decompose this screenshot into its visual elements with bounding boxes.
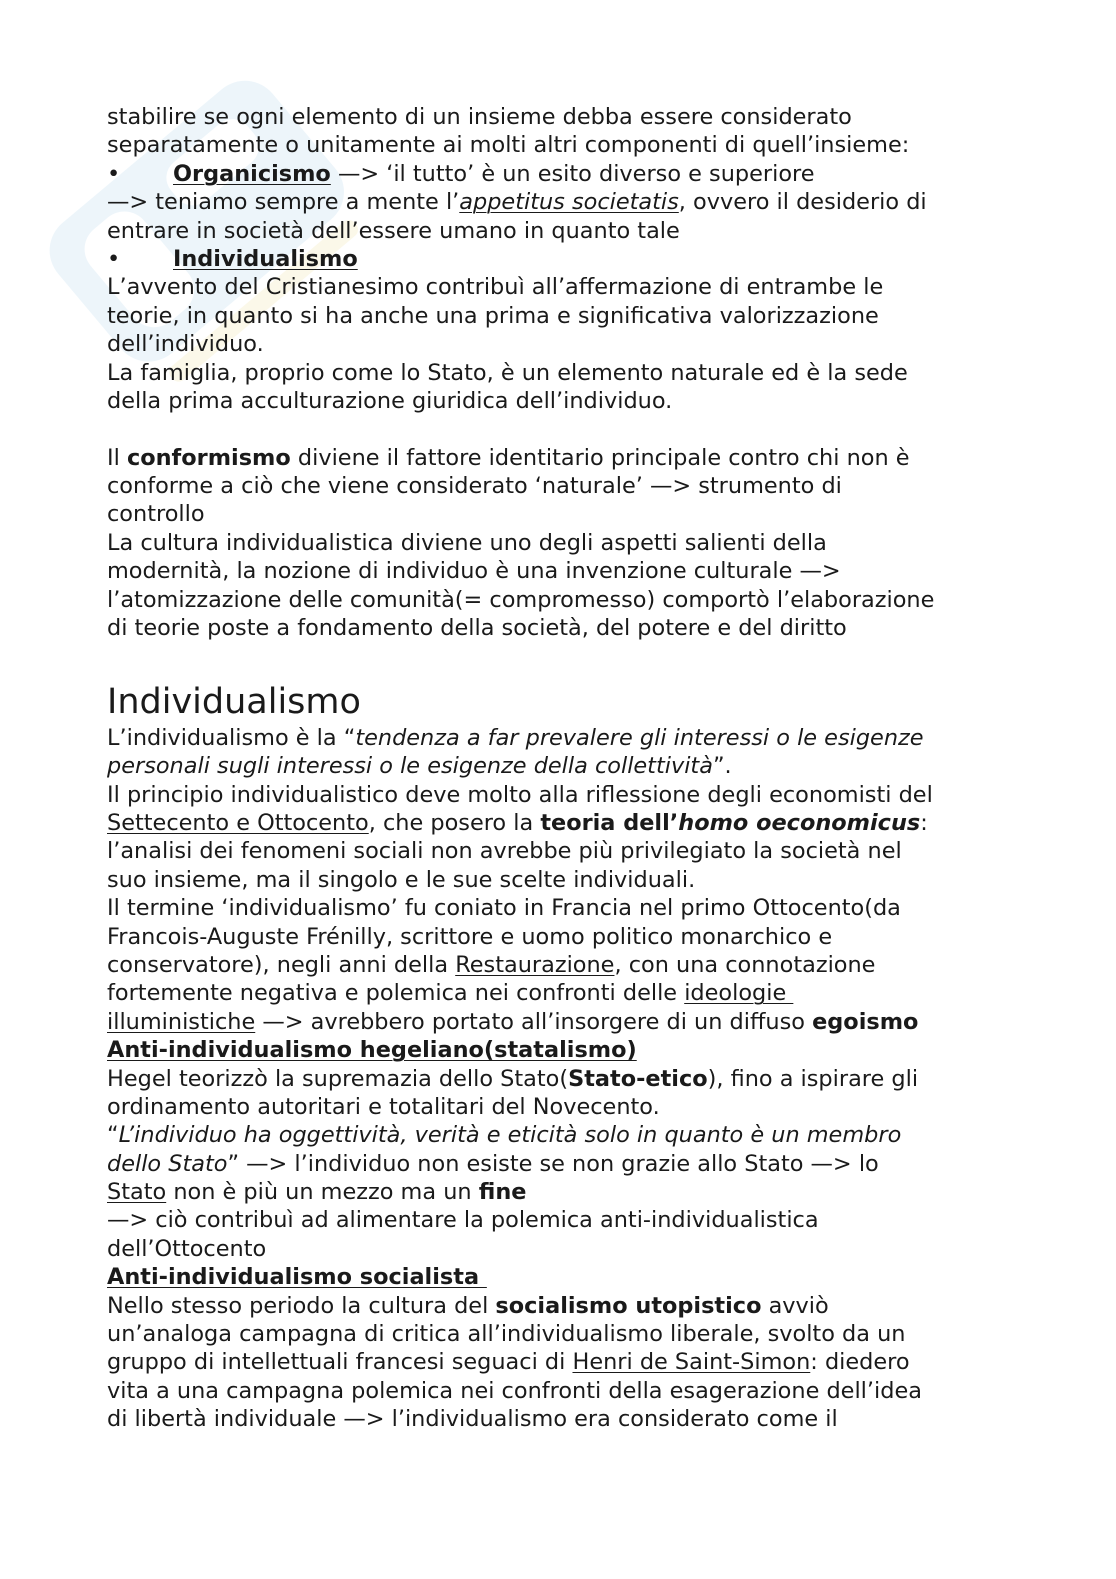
text-line: dello Stato” —> l’individuo non esiste se non grazie allo Stato —> lo xyxy=(107,1150,879,1177)
term-fine: fine xyxy=(478,1179,527,1206)
text-line: separatamente o unitamente ai molti altri componenti di quell’insieme: xyxy=(107,132,910,159)
term-saint-simon: Henri de Saint-Simon xyxy=(572,1349,811,1376)
text-line: —> teniamo sempre a mente l’appetitus societatis, ovvero il desiderio di xyxy=(107,189,927,216)
term-socialismo-utopistico: socialismo utopistico xyxy=(495,1292,762,1319)
text-line: conservatore), negli anni della Restaurazione, con una connotazione xyxy=(107,951,876,978)
text-line: gruppo di intellettuali francesi seguaci di Henri de Saint-Simon: diedero xyxy=(107,1349,910,1376)
bullet-icon: • xyxy=(107,160,121,187)
bullet-item-individualismo xyxy=(107,245,1007,273)
term-individualismo: Individualismo xyxy=(173,245,358,272)
text-line: dell’Ottocento xyxy=(107,1235,267,1262)
text-line: Nello stesso periodo la cultura del socialismo utopistico avviò xyxy=(107,1292,829,1319)
term-homo-oeconomicus: homo oeconomicus xyxy=(678,809,921,836)
subheading-anti-individualismo-hegeliano: Anti-individualismo hegeliano(statalismo) xyxy=(107,1037,637,1064)
text-line: Il termine ‘individualismo’ fu coniato in Francia nel primo Ottocento(da xyxy=(107,895,901,922)
text-line: illuministiche —> avrebbero portato all’insorgere di un diffuso egoismo xyxy=(107,1008,919,1035)
text-line: modernità, la nozione di individuo è una invenzione culturale —> xyxy=(107,558,841,585)
text-line: L’individualismo è la “tendenza a far prevalere gli interessi o le esigenze xyxy=(107,724,924,751)
text-line: controllo xyxy=(107,501,205,528)
text-line: Francois-Auguste Frénilly, scrittore e uomo politico monarchico e xyxy=(107,923,833,950)
term-restaurazione: Restaurazione xyxy=(455,951,615,978)
text-line: di libertà individuale —> l’individualismo era considerato come il xyxy=(107,1406,838,1433)
term-conformismo: conformismo xyxy=(126,444,291,471)
text-line: La famiglia, proprio come lo Stato, è un elemento naturale ed è la sede xyxy=(107,359,908,386)
text-line: vita a una campagna polemica nei confronti della esagerazione dell’idea xyxy=(107,1377,922,1404)
text-line: La cultura individualistica diviene uno degli aspetti salienti della xyxy=(107,529,827,556)
bullet-item-organicismo: • Organicismo —> ‘il tutto’ è un esito diverso e superiore xyxy=(107,160,815,187)
term-appetitus-societatis: appetitus societatis xyxy=(459,189,679,216)
text-line: “L’individuo ha oggettività, verità e eticità solo in quanto è un membro xyxy=(107,1122,902,1149)
bullet-icon: • xyxy=(107,245,121,272)
term-egoismo: egoismo xyxy=(812,1008,919,1035)
text-line: ordinamento autoritari e totalitari del Novecento. xyxy=(107,1093,660,1120)
text-line: L’avvento del Cristianesimo contribuì all’affermazione di entrambe le xyxy=(107,274,884,301)
text-line: l’atomizzazione delle comunità(= compromesso) comportò l’elaborazione xyxy=(107,586,935,613)
text-line: dell’individuo. xyxy=(107,331,264,358)
text-line: —> ciò contribuì ad alimentare la polemica anti-individualistica xyxy=(107,1207,819,1234)
text-line: entrare in società dell’essere umano in quanto tale xyxy=(107,217,680,244)
text-line: l’analisi dei fenomeni sociali non avrebbe più privilegiato la società nel xyxy=(107,838,902,865)
text-line: di teorie poste a fondamento della società, del potere e del diritto xyxy=(107,615,847,642)
text-line: teorie, in quanto si ha anche una prima e significativa valorizzazione xyxy=(107,302,879,329)
paragraph-gap xyxy=(107,642,1007,670)
term-stato-etico: Stato-etico xyxy=(568,1065,708,1092)
text-line: conforme a ciò che viene considerato ‘naturale’ —> strumento di xyxy=(107,473,842,500)
text-line: Hegel teorizzò la supremazia dello Stato(Stato-etico), fino a ispirare gli xyxy=(107,1065,919,1092)
text-line: personali sugli interessi o le esigenze della collettività”. xyxy=(107,753,732,780)
term-organicismo: Organicismo xyxy=(173,160,331,187)
section-heading-individualismo: Individualismo xyxy=(107,681,361,722)
text-line: stabilire se ogni elemento di un insieme debba essere considerato xyxy=(107,104,852,130)
term-stato: Stato xyxy=(107,1179,167,1206)
document-page xyxy=(107,103,1007,1434)
text-line: della prima acculturazione giuridica dell’individuo. xyxy=(107,387,673,414)
text-line: fortemente negativa e polemica nei confronti delle ideologie xyxy=(107,980,794,1007)
text-line: Il principio individualistico deve molto alla riflessione degli economisti del xyxy=(107,781,933,808)
term-settecento-ottocento: Settecento e Ottocento xyxy=(107,809,369,836)
text-line: Il conformismo diviene il fattore identitario principale contro chi non è xyxy=(107,444,910,471)
paragraph-gap xyxy=(107,415,1007,443)
text-line: Settecento e Ottocento, che posero la teoria dell’homo oeconomicus: xyxy=(107,809,928,836)
term-illuministiche: illuministiche xyxy=(107,1008,256,1035)
subheading-anti-individualismo-socialista: Anti-individualismo socialista xyxy=(107,1264,487,1291)
text-line: un’analoga campagna di critica all’individualismo liberale, svolto da un xyxy=(107,1321,906,1348)
text-line: Stato non è più un mezzo ma un fine xyxy=(107,1179,527,1206)
term-ideologie: ideologie xyxy=(684,980,794,1007)
text-line: suo insieme, ma il singolo e le sue scelte individuali. xyxy=(107,866,696,893)
